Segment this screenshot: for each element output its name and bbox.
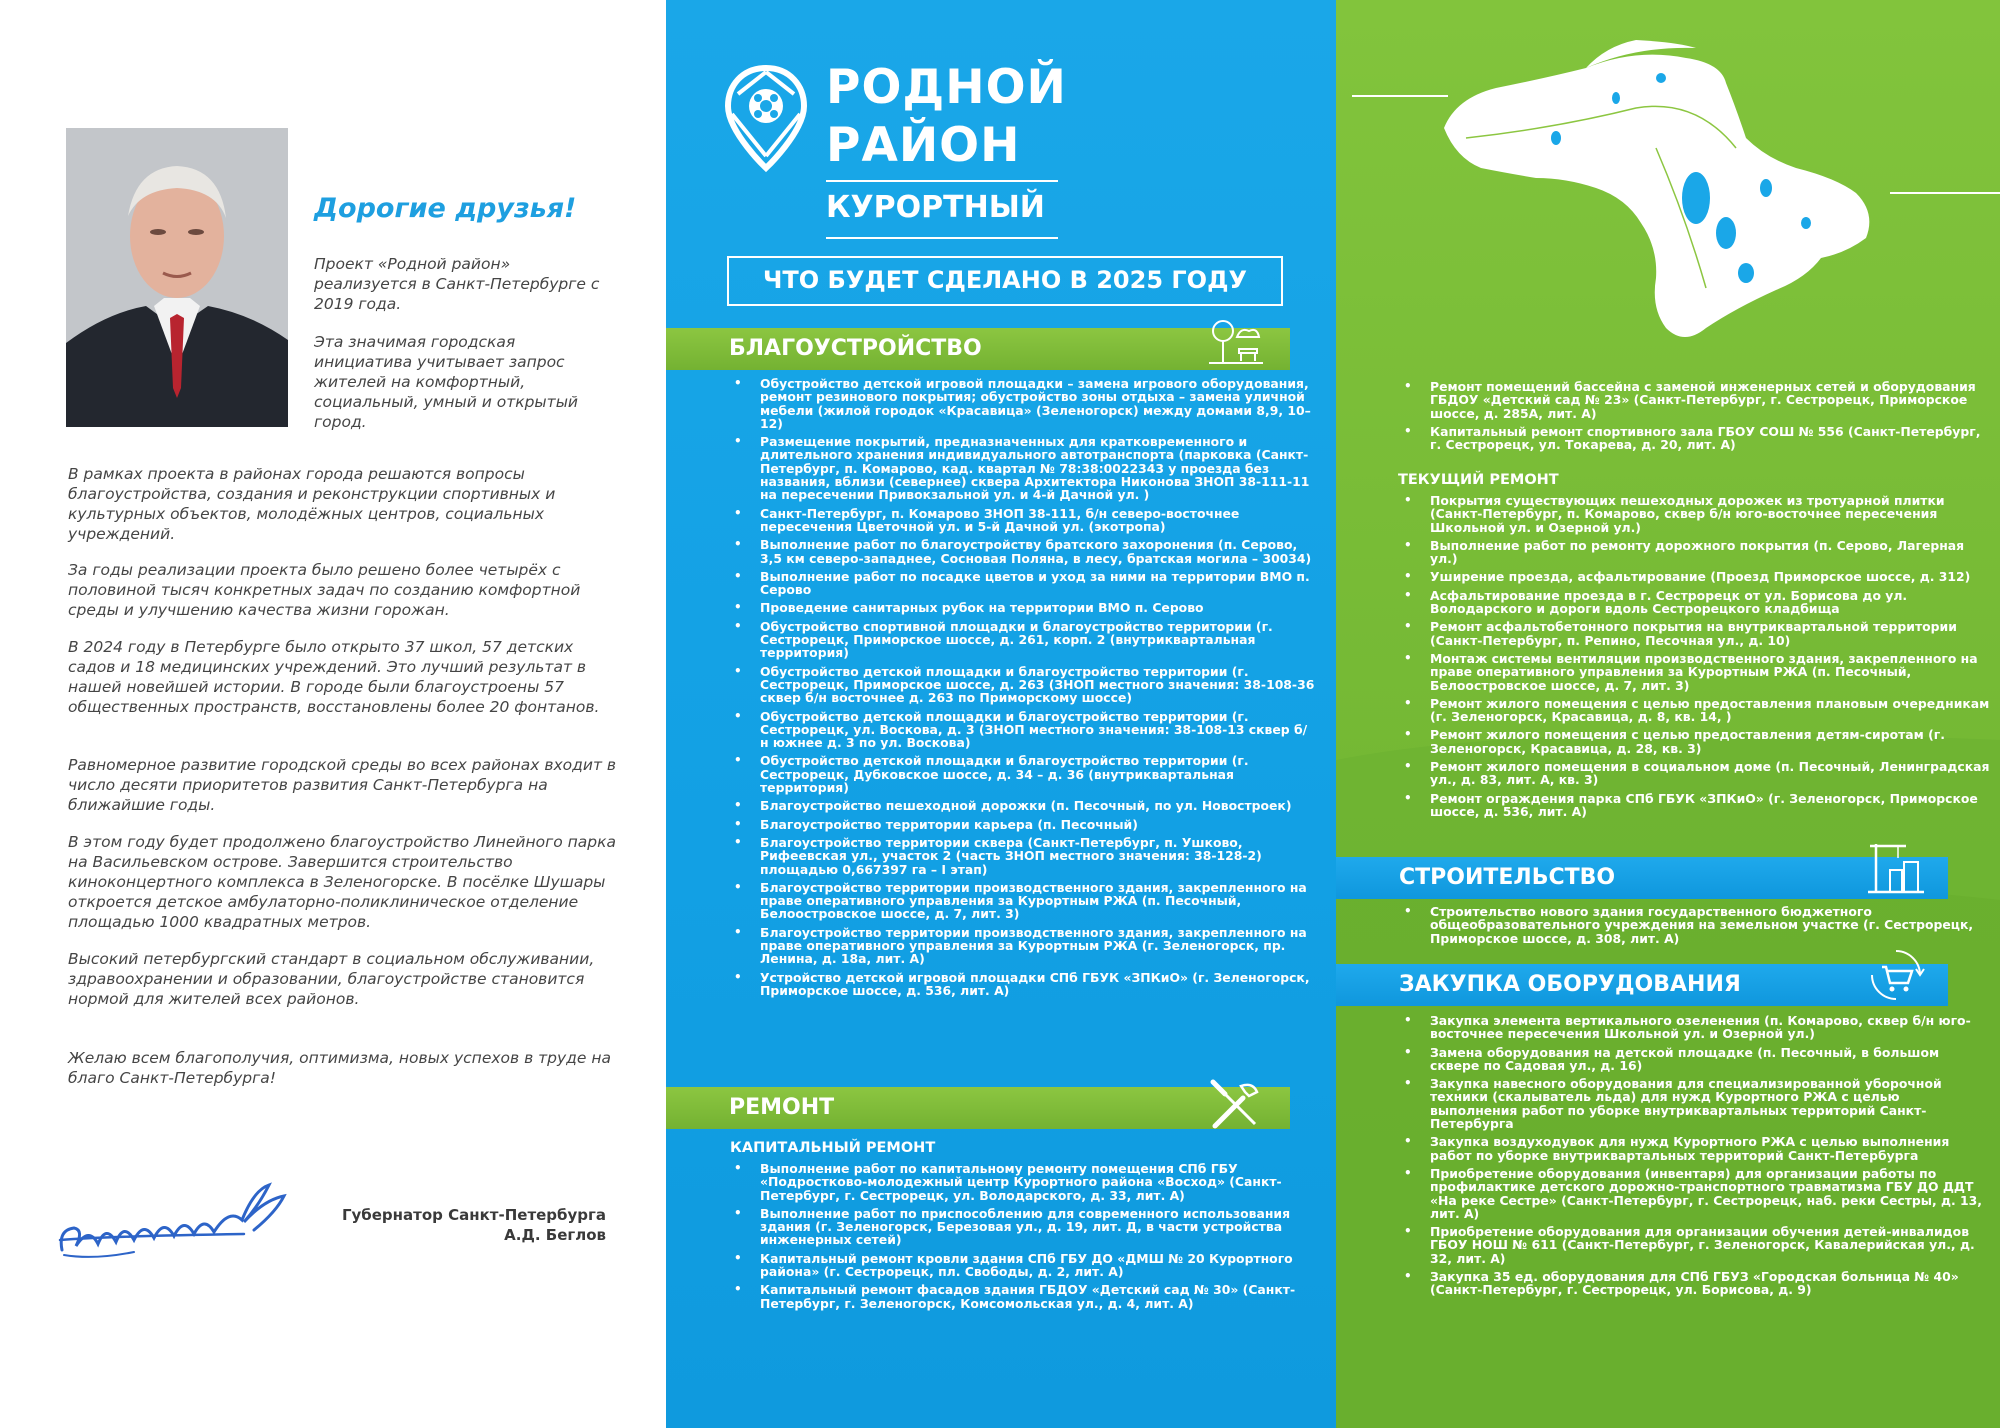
- list-item: • Обустройство детской площадки и благоустройство территории (г. Сестрорецк, Приморское шоссе, д. 263 (ЗНОП местного значения: 38-108-36 сквер б/н восточнее д. 263 по Приморскому шоссе): [760, 665, 1315, 705]
- list-item: • Ремонт асфальтобетонного покрытия на внутриквартальной территории (Санкт-Петербург, п. Репино, Песочная ул., д. 10): [1430, 620, 1990, 647]
- list-item: • Ремонт жилого помещения с целью предоставления плановым очередникам (г. Зеленогорск, Красавица, д. 8, кв. 14, ): [1430, 697, 1990, 724]
- list-item: • Покрытия существующих пешеходных дорожек из тротуарной плитки (Санкт-Петербург, п. Комарово, сквер б/н юго-восточнее пересечения Школьной ул. и Озерной ул.): [1430, 494, 1990, 534]
- list-item: • Выполнение работ по капитальному ремонту помещения СПб ГБУ «Подростково-молодежный центр Курортного района «Восход» (Санкт-Петербург, г. Сестрорецк, ул. Володарского, д. 33, лит. А): [760, 1162, 1315, 1202]
- capital-repair-heading: КАПИТАЛЬНЫЙ РЕМОНТ: [730, 1140, 936, 1156]
- list-item: • Закупка воздуходувок для нужд Курортного РЖА с целью выполнения работ по уборке внутриквартальных территорий Санкт-Петербурга: [1430, 1135, 1990, 1162]
- capital-repair-list: [730, 1162, 1315, 1315]
- list-item: • Монтаж системы вентиляции производственного здания, закрепленного на праве оперативного управления за Курортным РЖА (п. Песочный, Белоостровское шоссе, д. 7, лит. 3): [1430, 652, 1990, 692]
- list-item: • Ремонт ограждения парка СПб ГБУК «ЗПКиО» (г. Зеленогорск, Приморское шоссе, д. 536, лит. А): [1430, 792, 1990, 819]
- logo-title-line2: РАЙОН: [826, 118, 1021, 173]
- logo-title-line1: РОДНОЙ: [826, 60, 1067, 115]
- decor-line: [1890, 192, 2000, 194]
- list-item: • Ремонт помещений бассейна с заменой инженерных сетей и оборудования ГБДОУ «Детский сад № 23» (Санкт-Петербург, г. Сестрорецк, Приморское шоссе, д. 285А, лит. А): [1430, 380, 1990, 420]
- section-band-stroitelstvo: [1336, 857, 1948, 899]
- construction-list: [1400, 905, 1990, 950]
- list-item: • Выполнение работ по ремонту дорожного покрытия (п. Серово, Лагерная ул.): [1430, 539, 1990, 566]
- letter-paragraph: Высокий петербургский стандарт в социальном обслуживании, здравоохранении и образовании, благоустройстве становится нормой для жителей всех районов.: [68, 950, 595, 1008]
- list-item: • Благоустройство территории сквера (Санкт-Петербург, п. Ушково, Рифеевская ул., участок 2 (часть ЗНОП местного значения: 38-128-2) площадью 0,667397 га – I этап): [760, 836, 1315, 876]
- list-item: • Закупка элемента вертикального озеленения (п. Комарово, сквер б/н юго-восточнее пересечения Школьной ул. и Озерной ул.): [1430, 1014, 1990, 1041]
- letter-paragraph: В 2024 году в Петербурге было открыто 37 школ, 57 детских садов и 18 медицинских учреждений. Это лучший результат в нашей новейшей истории. В городе были благоустроены 57 общественных пространств, восстановлены более 20 фонтанов.: [68, 638, 600, 716]
- list-item: • Строительство нового здания государственного бюджетного общеобразовательного учреждения на земельном участке (г. Сестрорецк, Приморское шоссе, д. 308, лит. А): [1430, 905, 1990, 945]
- list-item: • Ремонт жилого помещения в социальном доме (п. Песочный, Ленинградская ул., д. 83, лит. А, кв. 3): [1430, 760, 1990, 787]
- current-repair-list: [1400, 494, 1990, 823]
- signature-image: [54, 1160, 324, 1270]
- section-title: ЗАКУПКА ОБОРУДОВАНИЯ: [1399, 972, 1741, 997]
- list-item: • Приобретение оборудования (инвентаря) для организации работы по профилактике детского дорожно-транспортного травматизма ГБУ ДО ДДТ «На реке Сестре» (Санкт-Петербург, г. Сестрорецк, наб. реки Сестры, д. 13, лит. А): [1430, 1167, 1990, 1220]
- section-band-blagoustroystvo: [666, 328, 1290, 370]
- letter-paragraph: Равномерное развитие городской среды во всех районах входит в число десяти приоритетов развития Санкт-Петербурга на ближайшие годы.: [68, 756, 617, 814]
- construction-icon: [1866, 836, 1926, 896]
- park-icon: [1205, 311, 1265, 371]
- letter-paragraph: Желаю всем благополучия, оптимизма, новых успехов в труде на благо Санкт-Петербурга!: [68, 1049, 611, 1087]
- list-item: • Выполнение работ по приспособлению для современного использования здания (г. Зеленогорск, Березовая ул., д. 19, лит. Д, в части устройства инженерных сетей): [760, 1207, 1315, 1247]
- list-item: • Уширение проезда, асфальтирование (Проезд Приморское шоссе, д. 312): [1430, 570, 1990, 583]
- letter-paragraph: За годы реализации проекта было решено более четырёх с половиной тысяч конкретных задач по созданию комфортной среды и улучшению качества жизни горожан.: [68, 561, 581, 619]
- letter-paragraph: В этом году будет продолжено благоустройство Линейного парка на Васильевском острове. Завершится строительство киноконцертного комплекса в Зеленогорске. В посёлке Шушары откроется детское амбулаторно-поликлиническое отделение площадью 1000 квадратных метров.: [68, 833, 616, 931]
- list-item: • Санкт-Петербург, п. Комарово ЗНОП 38-111, б/н северо-восточнее пересечения Цветочной ул. и 5-й Дачной ул. (экотропа): [760, 507, 1315, 534]
- list-item: • Благоустройство пешеходной дорожки (п. Песочный, по ул. Новостроек): [760, 799, 1315, 812]
- signer-block: [330, 1205, 606, 1245]
- intro-paragraph: Проект «Родной район» реализуется в Санкт-Петербурге с 2019 года.: [314, 255, 600, 313]
- section-band-remont: [666, 1087, 1290, 1129]
- list-item: • Выполнение работ по благоустройству братского захоронения (п. Серово, 3,5 км северо-западнее, Сосновая Поляна, в лесу, братская могила – 30034): [760, 538, 1315, 565]
- year-title: ЧТО БУДЕТ СДЕЛАНО В 2025 ГОДУ: [727, 256, 1283, 306]
- decor-line: [1352, 95, 1448, 97]
- list-item: • Капитальный ремонт фасадов здания ГБДОУ «Детский сад № 30» (Санкт-Петербург, г. Зеленогорск, Комсомольская ул., д. 4, лит. А): [760, 1283, 1315, 1310]
- cart-icon: [1866, 945, 1926, 1005]
- tools-icon: [1205, 1076, 1265, 1136]
- list-item: • Благоустройство территории производственного здания, закрепленного на праве оперативного управления за Курортным РЖА (п. Песочный, Белоостровское шоссе, д. 7, лит. 3): [760, 881, 1315, 921]
- section-title: СТРОИТЕЛЬСТВО: [1399, 865, 1616, 890]
- location-pin-logo-icon: [724, 64, 808, 174]
- list-item: • Замена оборудования на детской площадке (п. Песочный, в большом сквере по Садовая ул., д. 16): [1430, 1046, 1990, 1073]
- list-item: • Размещение покрытий, предназначенных для кратковременного и длительного хранения индивидуального автотранспорта (парковка (Санкт-Петербург, п. Комарово, кад. квартал № 78:38:0022343 у проезда без названия, вблизи (севернее) сквера Архитектора Никонова ЗНОП 38-111-11 на пересечении Привокзальной ул. и 4-й Дачной ул. ): [760, 435, 1315, 501]
- list-item: • Обустройство детской игровой площадки – замена игрового оборудования, ремонт резинового покрытия; обустройство зоны отдыха – замена уличной мебели (жилой городок «Красавица» (Зеленогорск) между домами 8,9, 10–12): [760, 377, 1315, 430]
- list-item: • Обустройство спортивной площадки и благоустройство территории (г. Сестрорецк, Приморское шоссе, д. 261, корп. 2 (внутриквартальная территория): [760, 620, 1315, 660]
- list-item: • Капитальный ремонт спортивного зала ГБОУ СОШ № 556 (Санкт-Петербург, г. Сестрорецк, ул. Токарева, д. 20, лит. А): [1430, 425, 1990, 452]
- list-item: • Приобретение оборудования для организации обучения детей-инвалидов ГБОУ НОШ № 611 (Санкт-Петербург, г. Зеленогорск, Кавалерийская ул., д. 32, лит. А): [1430, 1225, 1990, 1265]
- list-item: • Благоустройство территории карьера (п. Песочный): [760, 818, 1315, 831]
- blagoustroystvo-list: [730, 377, 1315, 1002]
- signer-name: А.Д. Беглов: [504, 1226, 606, 1244]
- current-repair-heading: ТЕКУЩИЙ РЕМОНТ: [1398, 472, 1559, 488]
- section-title: БЛАГОУСТРОЙСТВО: [729, 336, 982, 361]
- list-item: • Асфальтирование проезда в г. Сестрорецк от ул. Борисова до ул. Володарского и дороги вдоль Сестрорецкого кладбища: [1430, 589, 1990, 616]
- list-item: • Выполнение работ по посадке цветов и уход за ними на территории ВМО п. Серово: [760, 570, 1315, 597]
- district-map: [1436, 28, 1906, 358]
- list-item: • Проведение санитарных рубок на территории ВМО п. Серово: [760, 601, 1315, 614]
- section-band-zakupka: [1336, 964, 1948, 1006]
- greeting-heading: Дорогие друзья!: [314, 193, 577, 224]
- district-name: КУРОРТНЫЙ: [826, 190, 1045, 225]
- intro-paragraph: Эта значимая городская инициатива учитывает запрос жителей на комфортный, социальный, умный и открытый город.: [314, 333, 578, 431]
- equipment-purchase-list: [1400, 1014, 1990, 1302]
- letter-paragraph: В рамках проекта в районах города решаются вопросы благоустройства, создания и реконструкции спортивных и культурных объектов, молодёжных центров, социальных учреждений.: [68, 465, 556, 543]
- list-item: • Устройство детской игровой площадки СПб ГБУК «ЗПКиО» (г. Зеленогорск, Приморское шоссе, д. 536, лит. А): [760, 971, 1315, 998]
- logo-divider: [826, 180, 1058, 182]
- section-title: РЕМОНТ: [729, 1095, 835, 1120]
- letter-column: [0, 0, 666, 1428]
- list-item: • Обустройство детской площадки и благоустройство территории (г. Сестрорецк, ул. Воскова, д. 3 (ЗНОП местного значения: 38-108-13 сквер б/н южнее д. 3 по ул. Воскова): [760, 710, 1315, 750]
- signer-title: Губернатор Санкт-Петербурга: [341, 1206, 606, 1224]
- list-item: • Капитальный ремонт кровли здания СПб ГБУ ДО «ДМШ № 20 Курортного района» (г. Сестрорецк, пл. Свободы, д. 2, лит. А): [760, 1252, 1315, 1279]
- logo-divider: [826, 237, 1058, 239]
- list-item: • Благоустройство территории производственного здания, закрепленного на праве оперативного управления за Курортным РЖА (г. Зеленогорск, пр. Ленина, д. 18а, лит. А): [760, 926, 1315, 966]
- list-item: • Ремонт жилого помещения с целью предоставления детям-сиротам (г. Зеленогорск, Красавица, д. 28, кв. 3): [1430, 728, 1990, 755]
- list-item: • Закупка навесного оборудования для специализированной уборочной техники (скалыватель льда) для нужд Курортного РЖА с целью выполнения работ по уборке внутриквартальных территорий Санкт-Петербурга: [1430, 1077, 1990, 1130]
- list-item: • Закупка 35 ед. оборудования для СПб ГБУЗ «Городская больница № 40» (Санкт-Петербург, г. Сестрорецк, ул. Борисова, д. 9): [1430, 1270, 1990, 1297]
- list-item: • Обустройство детской площадки и благоустройство территории (г. Сестрорецк, Дубковское шоссе, д. 34 – д. 36 (внутриквартальная территория): [760, 754, 1315, 794]
- governor-portrait: [66, 128, 288, 427]
- capital-repair-list-continued: [1400, 380, 1990, 456]
